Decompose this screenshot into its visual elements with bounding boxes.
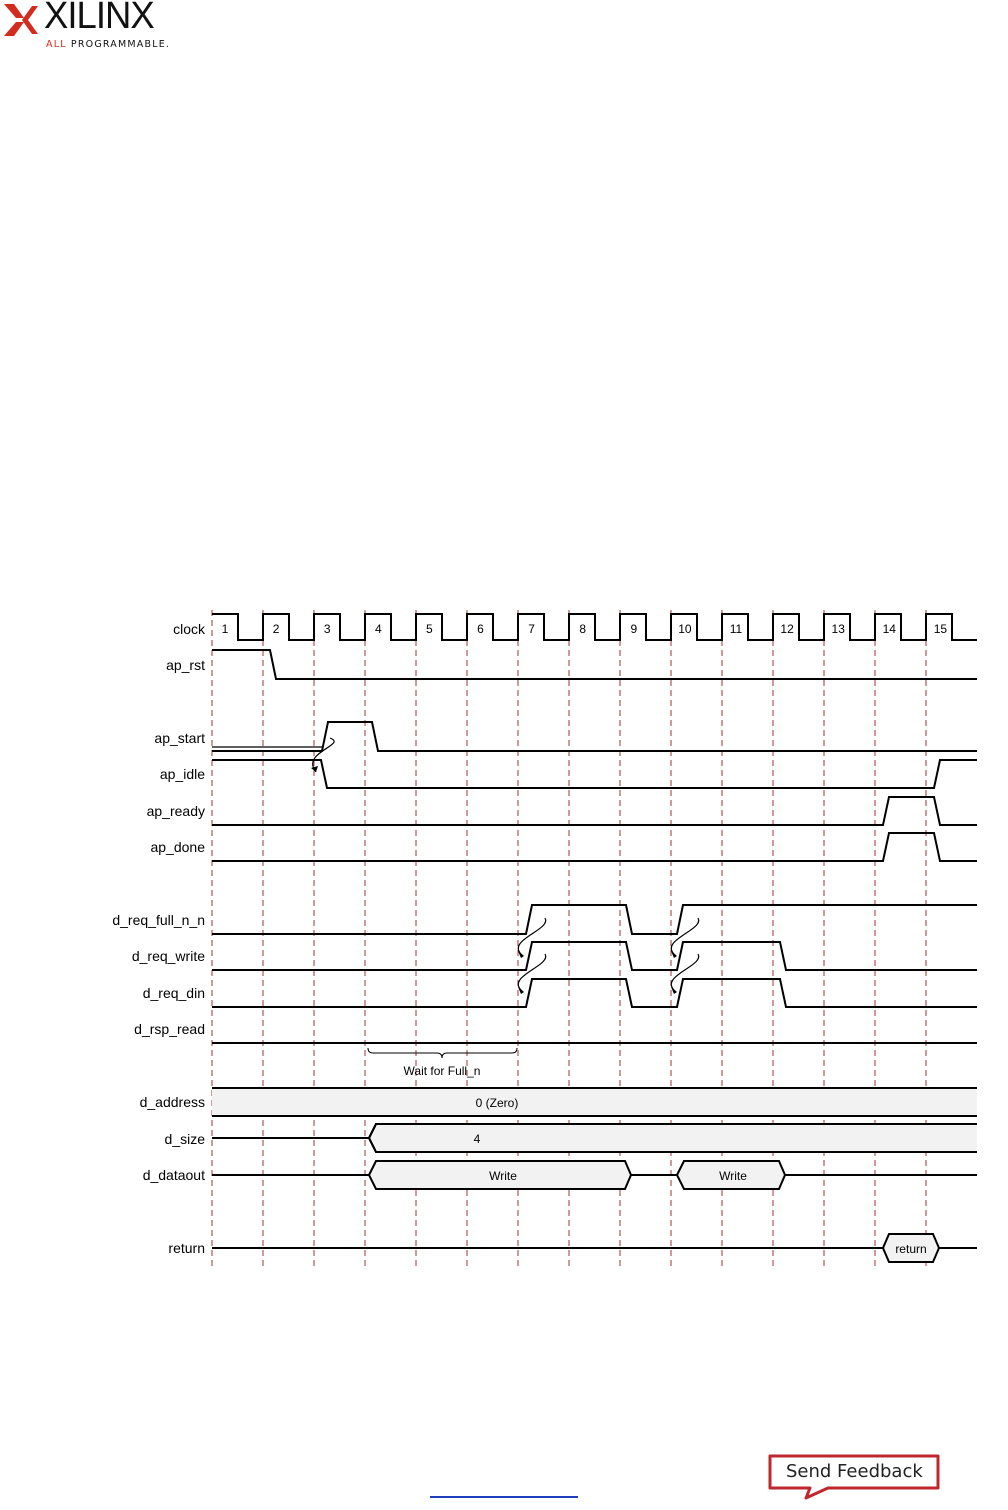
ap-idle-waveform <box>212 760 977 788</box>
signal-label-ap-idle: ap_idle <box>159 766 205 782</box>
wait-brace <box>368 1048 517 1058</box>
cycle-label: 8 <box>579 622 587 636</box>
cycle-label: 9 <box>630 622 638 636</box>
cycle-label: 2 <box>272 622 280 636</box>
cycle-label: 7 <box>528 622 535 636</box>
signal-label-d-rsp-read: d_rsp_read <box>134 1021 205 1037</box>
d-dataout-write1-label: Write <box>489 1169 517 1183</box>
signal-label-ap-rst: ap_rst <box>166 657 205 673</box>
d-dataout-write2-label: Write <box>719 1169 747 1183</box>
cycle-label: 3 <box>323 622 331 636</box>
cycle-label: 5 <box>426 622 433 636</box>
cycle-label: 11 <box>729 622 743 636</box>
causality-arrow <box>518 954 545 991</box>
causality-arrow <box>671 954 698 991</box>
ap-start-waveform <box>212 722 977 751</box>
causality-arrow <box>518 918 545 955</box>
arrowhead-icon <box>518 987 524 994</box>
d-req-write-waveform <box>212 942 977 970</box>
cycle-label: 4 <box>374 622 382 636</box>
wait-annotation: Wait for Full_n <box>403 1064 481 1078</box>
d-req-full-n-n-waveform <box>212 905 977 934</box>
arrowhead-icon <box>671 987 677 994</box>
footer-link[interactable] <box>430 1496 578 1498</box>
d-req-din-waveform <box>212 979 977 1007</box>
xilinx-logo <box>0 0 180 56</box>
d-address-bus <box>212 1088 977 1116</box>
signal-label-d-req-full-n-n: d_req_full_n_n <box>112 912 205 928</box>
signal-label-d-req-din: d_req_din <box>142 985 205 1001</box>
send-feedback-label: Send Feedback <box>786 1461 923 1482</box>
xilinx-x-mark-icon <box>0 0 40 40</box>
arrowhead-icon <box>518 951 524 958</box>
signal-label-return: return <box>168 1240 205 1256</box>
signal-label-d-address: d_address <box>139 1094 205 1110</box>
signal-label-clock: clock <box>173 621 205 637</box>
signal-label-d-req-write: d_req_write <box>131 948 205 964</box>
cycle-label: 15 <box>933 622 948 636</box>
cycle-label: 12 <box>780 622 794 636</box>
d-address-value: 0 (Zero) <box>475 1096 519 1110</box>
logo-tagline: ALL PROGRAMMABLE. <box>46 39 171 50</box>
logo-wordmark: XILINX <box>44 0 154 37</box>
arrowhead-icon <box>671 951 677 958</box>
signal-label-ap-done: ap_done <box>150 839 205 855</box>
signal-label-d-size: d_size <box>164 1131 205 1147</box>
cycle-label: 1 <box>221 622 229 636</box>
return-value: return <box>895 1242 927 1256</box>
signal-label-ap-start: ap_start <box>154 730 205 746</box>
ap-rst-waveform <box>212 650 977 679</box>
ap-ready-waveform <box>212 797 977 825</box>
causality-arrow <box>671 918 698 955</box>
cycle-label: 6 <box>477 622 484 636</box>
cycle-label: 10 <box>678 622 692 636</box>
cycle-label: 14 <box>882 622 896 636</box>
send-feedback-button[interactable] <box>766 1452 942 1500</box>
cycle-label: 13 <box>831 622 845 636</box>
d-size-value: 4 <box>473 1132 481 1146</box>
signal-label-d-dataout: d_dataout <box>142 1167 205 1183</box>
timing-diagram <box>0 590 1008 1290</box>
signal-label-ap-ready: ap_ready <box>146 803 205 819</box>
ap-done-waveform <box>212 833 977 861</box>
